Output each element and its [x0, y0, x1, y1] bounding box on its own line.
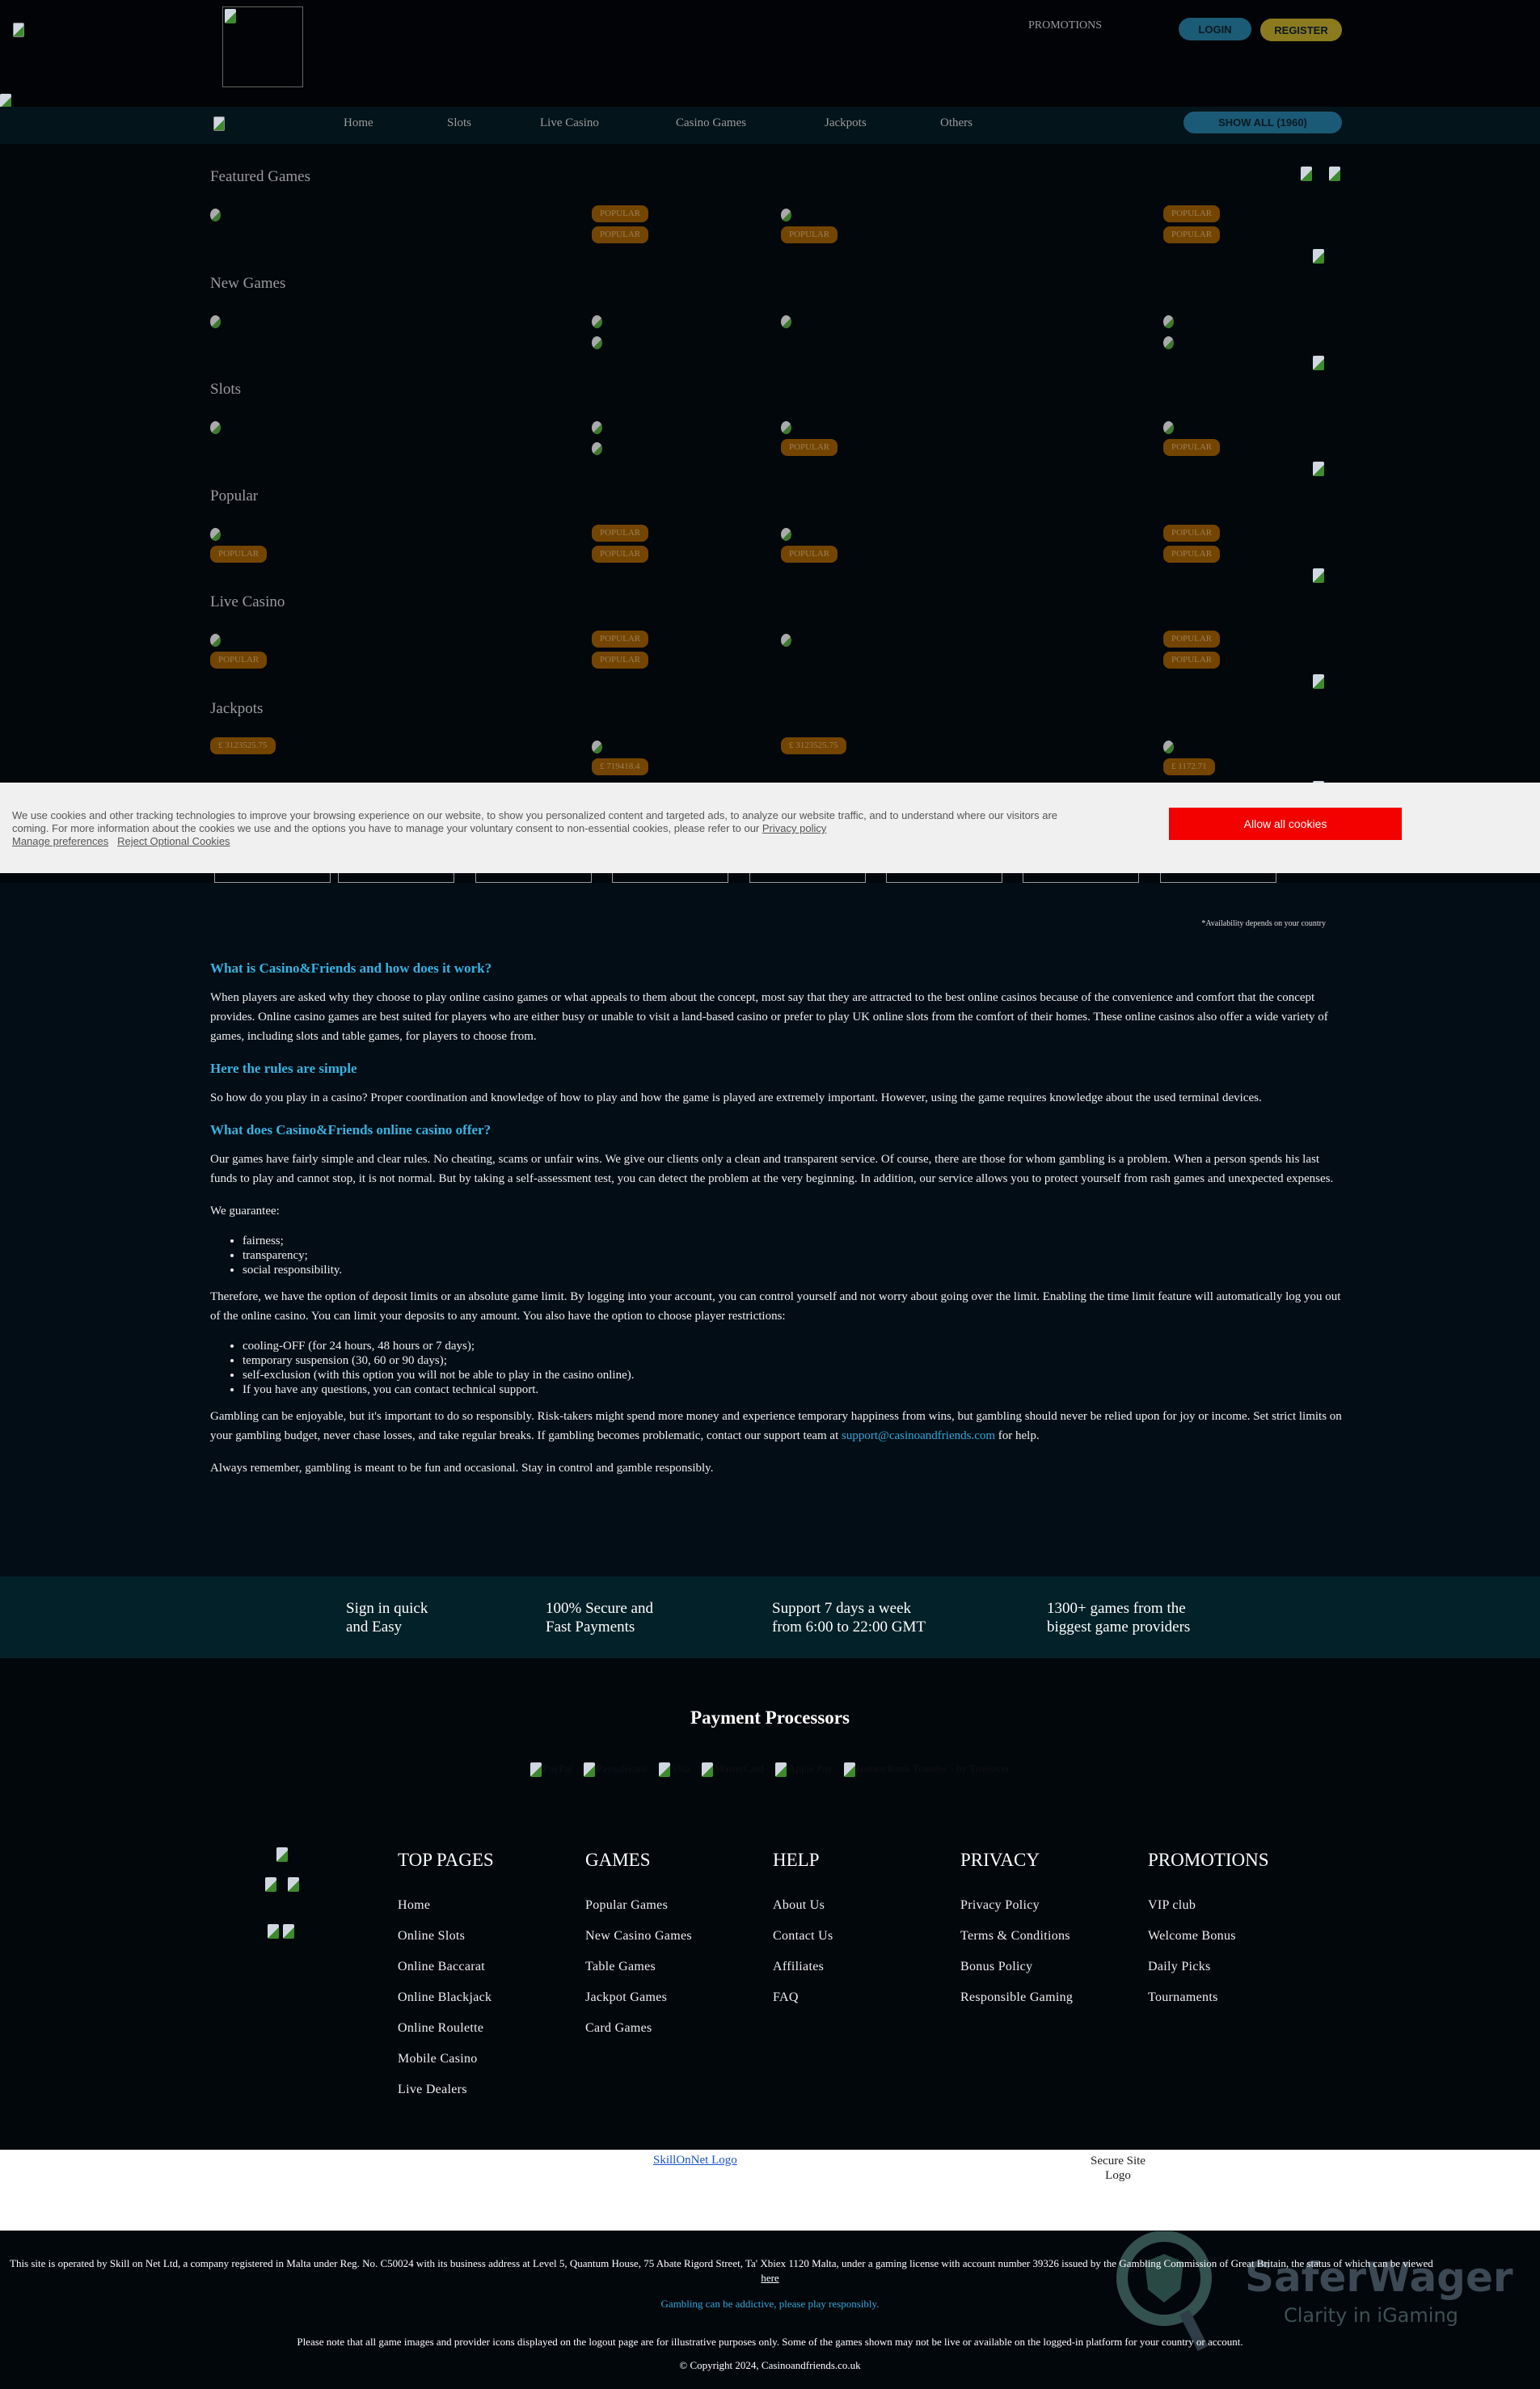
- footer-link[interactable]: Bonus Policy: [960, 1960, 1033, 1973]
- reject-cookies-link[interactable]: Reject Optional Cookies: [117, 835, 230, 847]
- list-item: • fairness;: [243, 1234, 1342, 1248]
- scroll-arrow-icon[interactable]: [1313, 568, 1324, 583]
- popular-badge[interactable]: POPULAR: [1163, 631, 1220, 648]
- disclaimer-text: Please note that all game images and provider icons displayed on the logout page are for illustrative purposes only. Some of the games shown may not be live or available on the logged-in platform for your country or account.: [297, 2336, 1243, 2348]
- footer-link[interactable]: Affiliates: [773, 1960, 825, 1973]
- nav-live-casino[interactable]: Live Casino: [540, 116, 599, 129]
- restrictions-list: [243, 1339, 1342, 1397]
- site-logo[interactable]: [222, 6, 303, 87]
- footer-link[interactable]: Online Blackjack: [398, 1990, 492, 2004]
- section-title: Slots: [210, 381, 242, 398]
- provider-logo[interactable]: [1023, 873, 1139, 883]
- popular-badge[interactable]: POPULAR: [592, 652, 648, 669]
- footer-link[interactable]: Responsible Gaming: [960, 1990, 1074, 2004]
- footer-link[interactable]: VIP club: [1148, 1898, 1196, 1912]
- game-thumbnail-icon[interactable]: [592, 315, 602, 328]
- footer-link[interactable]: Online Baccarat: [398, 1960, 485, 1973]
- jackpot-badge[interactable]: £ 719418.4: [592, 758, 648, 775]
- scroll-arrow-icon[interactable]: [1313, 356, 1324, 370]
- footer-column: [773, 1850, 833, 2021]
- paragraph: When players are asked why they choose to play online casino games or what appeals to them about the concept, most say that they are attracted to the best online casinos because of the convenience and comfort that the concept provides. Online casino games are best suited for players who are either busy or unable to visit a land-based casino or prefer to play UK online slots from the comfort of their homes. These online casinos also offer a wide variety of games, including slots and table games, for players to choose from.: [210, 991, 1328, 1043]
- nav-home[interactable]: Home: [344, 116, 373, 129]
- section-title: New Games: [210, 274, 286, 292]
- provider-logo[interactable]: [338, 873, 454, 883]
- section-title: Jackpots: [210, 699, 264, 717]
- game-thumbnail-icon[interactable]: [592, 336, 602, 349]
- footer-link[interactable]: New Casino Games: [585, 1929, 692, 1943]
- main-nav: [0, 107, 1540, 144]
- game-thumbnail-icon[interactable]: [1163, 336, 1174, 349]
- guarantee-list: [243, 1234, 1342, 1277]
- game-thumbnail-icon[interactable]: [781, 421, 791, 434]
- nav-slots[interactable]: Slots: [447, 116, 472, 129]
- list-item: • temporary suspension (30, 60 or 90 days);: [243, 1353, 1342, 1368]
- footer-link[interactable]: FAQ: [773, 1990, 799, 2004]
- footer-link[interactable]: Home: [398, 1898, 431, 1912]
- popular-badge[interactable]: POPULAR: [1163, 205, 1220, 222]
- features-band: [0, 1576, 1540, 1658]
- scroll-arrow-icon[interactable]: [1313, 674, 1324, 689]
- popular-badge[interactable]: POPULAR: [781, 546, 838, 563]
- footer-badges: [243, 1827, 323, 1924]
- footer-column-title: PRIVACY: [960, 1850, 1040, 1870]
- payment-logo: Visa: [659, 1762, 690, 1775]
- list-item: • If you have any questions, you can contact technical support.: [243, 1382, 1342, 1397]
- register-button[interactable]: REGISTER: [1260, 19, 1342, 41]
- partner-logos: [0, 2150, 1540, 2231]
- game-thumbnail-icon[interactable]: [592, 421, 602, 434]
- paragraph: Always remember, gambling is meant to be fun and occasional. Stay in control and gamble responsibly.: [210, 1462, 714, 1475]
- popular-badge[interactable]: POPULAR: [781, 439, 838, 456]
- nav-others[interactable]: Others: [940, 116, 973, 129]
- payment-logo: Apple Pay: [775, 1762, 833, 1775]
- paragraph: So how do you play in a casino? Proper coordination and knowledge of how to play and how the game is played are extremely important. However, using the game requires knowledge about the used terminal devices.: [210, 1091, 1262, 1104]
- popular-badge[interactable]: POPULAR: [210, 546, 267, 563]
- section-title: Popular: [210, 487, 259, 504]
- popular-badge[interactable]: POPULAR: [1163, 226, 1220, 243]
- feature-secure: 100% Secure and Fast Payments: [546, 1600, 653, 1636]
- provider-logo[interactable]: [612, 873, 728, 883]
- section-title: Live Casino: [210, 593, 285, 610]
- footer-column: [398, 1850, 494, 2113]
- allow-cookies-button[interactable]: Allow all cookies: [1169, 808, 1402, 840]
- payment-logos: [0, 1762, 1540, 1775]
- game-thumbnail-icon[interactable]: [210, 634, 221, 647]
- footer-link[interactable]: Welcome Bonus: [1148, 1929, 1236, 1943]
- payment-logo: Paysafecard: [584, 1762, 648, 1775]
- paragraph: Gambling can be enjoyable, but it's important to do so responsibly. Risk-takers might spend more money and experience temporary happiness from wins, but gambling should never be relied upon for joy or income. Set strict limits on your gambling budget, never chase losses, and take regular breaks. If gambling becomes problematic, contact our support team at: [210, 1410, 1342, 1442]
- paragraph-end: for help.: [995, 1429, 1040, 1442]
- footer-column: [585, 1850, 692, 2052]
- payment-logo: PayPal: [530, 1762, 572, 1775]
- availability-note: *Availability depends on your country: [1201, 919, 1326, 928]
- license-here-link[interactable]: here: [761, 2272, 779, 2284]
- game-thumbnail-icon[interactable]: [210, 209, 221, 222]
- footer-column-title: TOP PAGES: [398, 1850, 494, 1870]
- popular-badge[interactable]: POPULAR: [781, 226, 838, 243]
- payment-title: Payment Processors: [690, 1707, 850, 1728]
- site-header: [0, 0, 1540, 107]
- footer-link[interactable]: Tournaments: [1148, 1990, 1218, 2004]
- jackpot-badge[interactable]: £ 3123525.75: [210, 737, 276, 754]
- footer-link[interactable]: Mobile Casino: [398, 2052, 478, 2066]
- footer-column: [1148, 1850, 1269, 2021]
- popular-badge[interactable]: POPULAR: [592, 525, 648, 542]
- nav-casino-games[interactable]: Casino Games: [676, 116, 747, 129]
- footer-link[interactable]: Online Roulette: [398, 2021, 484, 2035]
- privacy-policy-link[interactable]: Privacy policy: [762, 822, 827, 834]
- seo-content: [210, 954, 1342, 1491]
- payment-logo: Instant Bank Transfer - by Truelayer: [844, 1762, 1010, 1775]
- popular-badge[interactable]: POPULAR: [592, 631, 648, 648]
- paragraph: We guarantee:: [210, 1205, 280, 1218]
- provider-logo[interactable]: [1160, 873, 1276, 883]
- feature-support: Support 7 days a week from 6:00 to 22:00 GMT: [772, 1600, 926, 1636]
- menu-icon[interactable]: [13, 23, 24, 37]
- provider-logo[interactable]: [749, 873, 866, 883]
- footer-column: [960, 1850, 1073, 2021]
- popular-badge[interactable]: POPULAR: [1163, 652, 1220, 669]
- skillonnet-logo[interactable]: SkillOnNet Logo: [653, 2154, 737, 2167]
- login-button[interactable]: LOGIN: [1179, 18, 1251, 40]
- paragraph: Therefore, we have the option of deposit limits or an absolute game limit. By logging into your account, you can control yourself and not worry about going over the limit. Enabling the time limit feature will automatically log you out of the online casino. You can limit your deposits to any amount. You also have the option to choose player restrictions:: [210, 1290, 1341, 1323]
- copyright: © Copyright 2024, Casinoandfriends.co.uk: [679, 2359, 861, 2371]
- game-thumbnail-icon[interactable]: [210, 315, 221, 328]
- game-thumbnail-icon[interactable]: [781, 209, 791, 222]
- popular-badge[interactable]: POPULAR: [210, 652, 267, 669]
- operator-text: This site is operated by Skill on Net Ltd, a company registered in Malta under Reg. No. C50024 with its business address at Level 5, Quantum House, 75 Abate Rigord Street, Ta' Xbiex 1120 Malta, under a gaming license with account number 39326 issued by the Gambling Commission of Great Britain, the status of which can be viewed: [10, 2257, 1433, 2269]
- jackpot-badge[interactable]: £ 3123525.75: [781, 737, 846, 754]
- scroll-arrow-icon[interactable]: [1313, 249, 1324, 264]
- list-item: • cooling-OFF (for 24 hours, 48 hours or 7 days);: [243, 1339, 1342, 1353]
- feature-sign-in: Sign in quick and Easy: [346, 1600, 428, 1636]
- provider-logo[interactable]: [214, 873, 331, 883]
- game-thumbnail-icon[interactable]: [210, 528, 221, 541]
- footer-link[interactable]: Table Games: [585, 1960, 656, 1973]
- nav-logo-icon[interactable]: [213, 116, 225, 131]
- heading: What is Casino&Friends and how does it work?: [210, 960, 492, 976]
- footer-link[interactable]: Jackpot Games: [585, 1990, 668, 2004]
- game-thumbnail-icon[interactable]: [1163, 421, 1174, 434]
- support-email-link[interactable]: support@casinoandfriends.com: [842, 1429, 996, 1442]
- feature-games: 1300+ games from the biggest game providers: [1047, 1600, 1191, 1636]
- popular-badge[interactable]: POPULAR: [1163, 439, 1220, 456]
- section-title: Featured Games: [210, 168, 310, 185]
- game-thumbnail-icon[interactable]: [781, 634, 791, 647]
- footer-link[interactable]: Terms & Conditions: [960, 1929, 1070, 1943]
- game-thumbnail-icon[interactable]: [592, 442, 602, 455]
- cookie-text: We use cookies and other tracking technologies to improve your browsing experience on our website, to show you personalized content and targeted ads, to analyze our website traffic, and to understand where our visitors are coming. For more information about the cookies we use and the options you have to manage your voluntary consent to non-essential cookies, please refer to our: [12, 809, 1058, 834]
- secure-site-logo: Secure Site Logo: [1091, 2155, 1146, 2182]
- popular-badge[interactable]: POPULAR: [1163, 546, 1220, 563]
- manage-preferences-link[interactable]: Manage preferences: [12, 835, 109, 847]
- game-thumbnail-icon[interactable]: [1163, 741, 1174, 753]
- footer-column-title: PROMOTIONS: [1148, 1850, 1269, 1870]
- popular-badge[interactable]: POPULAR: [592, 546, 648, 563]
- game-thumbnail-icon[interactable]: [781, 528, 791, 541]
- list-item: • transparency;: [243, 1248, 1342, 1263]
- saferwager-logo: SaferWager Clarity in iGaming: [1116, 2231, 1520, 2353]
- footer-column-title: HELP: [773, 1850, 820, 1870]
- next-arrow-icon[interactable]: [1329, 167, 1340, 181]
- scroll-arrow-icon[interactable]: [1313, 462, 1324, 476]
- show-all-button[interactable]: SHOW ALL (1960): [1183, 112, 1342, 133]
- list-item: • self-exclusion (with this option you will not be able to play in the casino online).: [243, 1368, 1342, 1382]
- popular-badge[interactable]: POPULAR: [592, 205, 648, 222]
- popular-badge[interactable]: POPULAR: [592, 226, 648, 243]
- popular-badge[interactable]: POPULAR: [1163, 525, 1220, 542]
- footer-column-title: GAMES: [585, 1850, 651, 1870]
- footer-link[interactable]: Daily Picks: [1148, 1960, 1211, 1973]
- game-thumbnail-icon[interactable]: [592, 741, 602, 753]
- footer-link[interactable]: Popular Games: [585, 1898, 669, 1912]
- nav-jackpots[interactable]: Jackpots: [825, 116, 867, 129]
- heading: Here the rules are simple: [210, 1061, 357, 1076]
- promotions-link[interactable]: PROMOTIONS: [1028, 19, 1103, 32]
- footer-link[interactable]: Contact Us: [773, 1929, 833, 1943]
- footer-link[interactable]: Live Dealers: [398, 2083, 467, 2096]
- provider-logo[interactable]: [886, 873, 1002, 883]
- prev-arrow-icon[interactable]: [1301, 167, 1312, 181]
- responsible-gambling-text: Gambling can be addictive, please play responsibly.: [660, 2298, 880, 2310]
- payment-logo: MasterCard: [702, 1762, 764, 1775]
- paragraph: Our games have fairly simple and clear rules. No cheating, scams or unfair wins. We give our clients only a clean and transparent service. Of course, there are those for whom gambling is a problem. When a person spends his last funds to play and cannot stop, it is not normal. But by taking a self-assessment test, you can detect the problem at the very beginning. In addition, our service allows you to protect yourself from rash games and unexpected expenses.: [210, 1153, 1334, 1185]
- footer-link[interactable]: Online Slots: [398, 1929, 466, 1943]
- footer-link[interactable]: About Us: [773, 1898, 825, 1912]
- jackpot-badge[interactable]: £ 1172.71: [1163, 758, 1215, 775]
- cookie-banner: [0, 783, 1540, 873]
- footer-link[interactable]: Privacy Policy: [960, 1898, 1040, 1912]
- heading: What does Casino&Friends online casino offer?: [210, 1122, 492, 1138]
- game-thumbnail-icon[interactable]: [781, 315, 791, 328]
- list-item: • social responsibility.: [243, 1263, 1342, 1277]
- game-thumbnail-icon[interactable]: [1163, 315, 1174, 328]
- game-thumbnail-icon[interactable]: [210, 421, 221, 434]
- footer-link[interactable]: Card Games: [585, 2021, 652, 2035]
- provider-logo[interactable]: [475, 873, 592, 883]
